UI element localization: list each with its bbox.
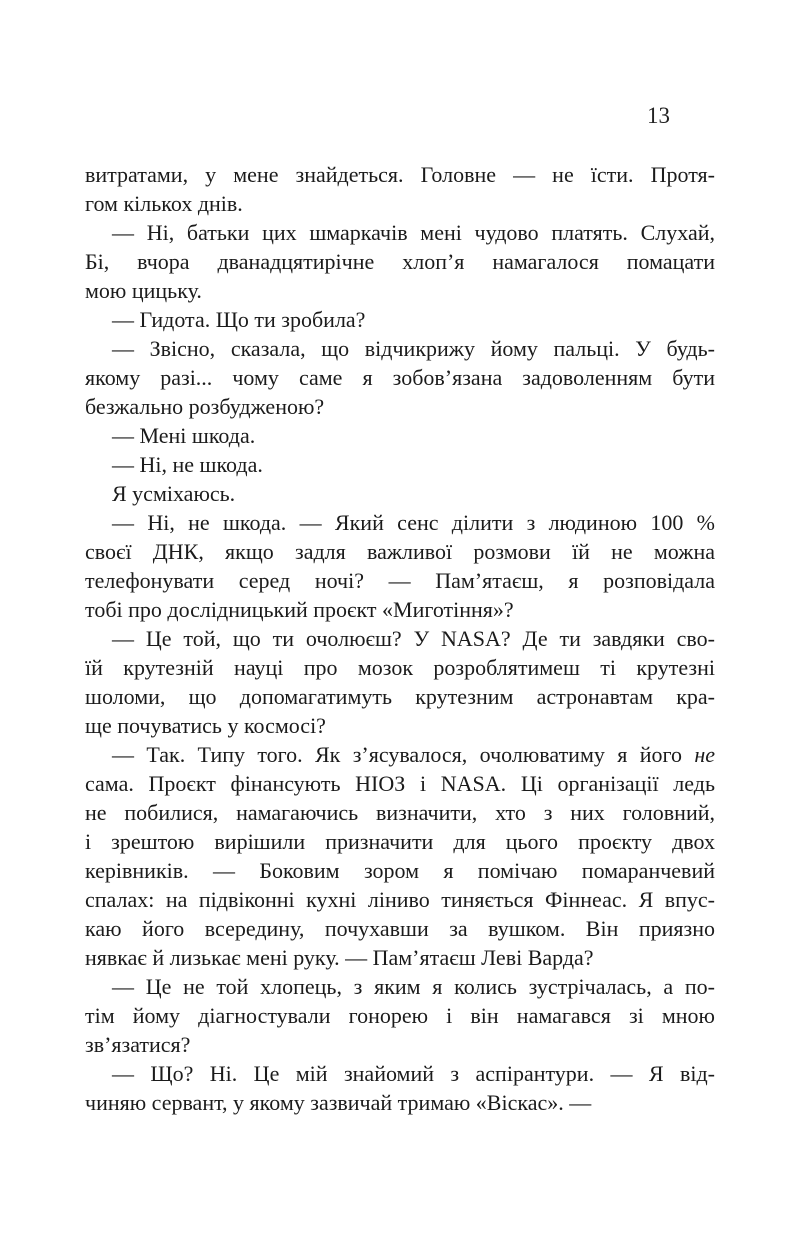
line-text: телефонувати серед ночі? — Пам’ятаєш, я розповідала [85, 568, 715, 593]
line-text: мою цицьку. [85, 278, 202, 303]
line-text: Я усміхаюсь. [112, 481, 236, 506]
line-text: — Ні, не шкода. — Який сенс ділити з людиною 100 % [112, 510, 715, 535]
text-line [85, 943, 715, 972]
text-line [85, 160, 715, 189]
line-text: тобі про дослідницький проєкт «Миготіння»? [85, 597, 514, 622]
text-line [85, 218, 715, 247]
line-text: ще почуватись у космосі? [85, 713, 326, 738]
text-line [85, 566, 715, 595]
line-text: і зрештою вирішили призначити для цього проєкту двох [85, 829, 715, 854]
line-text: — Це той, що ти очолюєш? У NASA? Де ти завдяки сво- [112, 626, 715, 651]
line-text: керівників. — Боковим зором я помічаю помаранчевий [85, 858, 715, 883]
line-text: тім йому діагностували гонорею і він намагався зі мною [85, 1003, 715, 1028]
text-block [85, 160, 715, 1117]
line-text: не побилися, намагаючись визначити, хто з них головний, [85, 800, 715, 825]
text-line [85, 189, 715, 218]
text-line [85, 305, 715, 334]
text-line [85, 479, 715, 508]
line-text: — Ні, батьки цих шмаркачів мені чудово платять. Слухай, [112, 220, 715, 245]
line-text: — Що? Ні. Це мій знайомий з аспірантури. — Я від- [112, 1061, 715, 1086]
line-text: витратами, у мене знайдеться. Головне — не їсти. Протя- [85, 162, 715, 187]
line-text: — Так. Типу того. Як з’ясувалося, очолюватиму я його [112, 742, 695, 767]
text-line [85, 334, 715, 363]
text-line [85, 740, 715, 769]
line-text: їй крутезній науці про мозок розроблятимеш ті крутезні [85, 655, 715, 680]
text-line [85, 856, 715, 885]
line-text: якому разі... чому саме я зобов’язана задоволенням бути [85, 365, 715, 390]
line-text: нявкає й лизькає мені руку. — Пам’ятаєш Леві Варда? [85, 945, 594, 970]
line-text: чиняю сервант, у якому зазвичай тримаю «Віскас». — [85, 1090, 592, 1115]
text-line [85, 798, 715, 827]
line-text: своєї ДНК, якщо задля важливої розмови їй не можна [85, 539, 715, 564]
text-line [85, 537, 715, 566]
line-text: — Мені шкода. [112, 423, 256, 448]
text-line [85, 827, 715, 856]
line-text: сама. Проєкт фінансують НІОЗ і NASA. Ці організації ледь [85, 771, 715, 796]
text-line [85, 421, 715, 450]
text-line [85, 885, 715, 914]
text-line [85, 682, 715, 711]
line-text: шоломи, що допомагатимуть крутезним астронавтам кра- [85, 684, 715, 709]
text-line [85, 363, 715, 392]
page-number: 13 [647, 103, 670, 128]
line-text: — Звісно, сказала, що відчикрижу йому пальці. У будь- [112, 336, 715, 361]
text-line [85, 247, 715, 276]
line-text: безжально розбудженою? [85, 394, 325, 419]
text-line [85, 1001, 715, 1030]
text-line [85, 450, 715, 479]
line-text: спалах: на підвіконні кухні ліниво тиняється Фіннеас. Я впус- [85, 887, 715, 912]
text-line [85, 595, 715, 624]
line-text: Бі, вчора дванадцятирічне хлоп’я намагалося помацати [85, 249, 715, 274]
text-line [85, 1030, 715, 1059]
text-line [85, 914, 715, 943]
text-line [85, 1088, 715, 1117]
line-text: — Це не той хлопець, з яким я колись зустрічалась, а по- [112, 974, 715, 999]
text-line [85, 711, 715, 740]
text-line [85, 508, 715, 537]
line-text: — Гидота. Що ти зробила? [112, 307, 366, 332]
text-line [85, 1059, 715, 1088]
text-line [85, 769, 715, 798]
text-line [85, 653, 715, 682]
text-line [85, 392, 715, 421]
line-text: каю його всередину, почухавши за вушком. Він приязно [85, 916, 715, 941]
text-line [85, 276, 715, 305]
line-text: — Ні, не шкода. [112, 452, 263, 477]
text-line [85, 624, 715, 653]
italic-text: не [694, 742, 715, 767]
line-text: гом кількох днів. [85, 191, 243, 216]
text-line [85, 972, 715, 1001]
line-text: зв’язатися? [85, 1032, 191, 1057]
